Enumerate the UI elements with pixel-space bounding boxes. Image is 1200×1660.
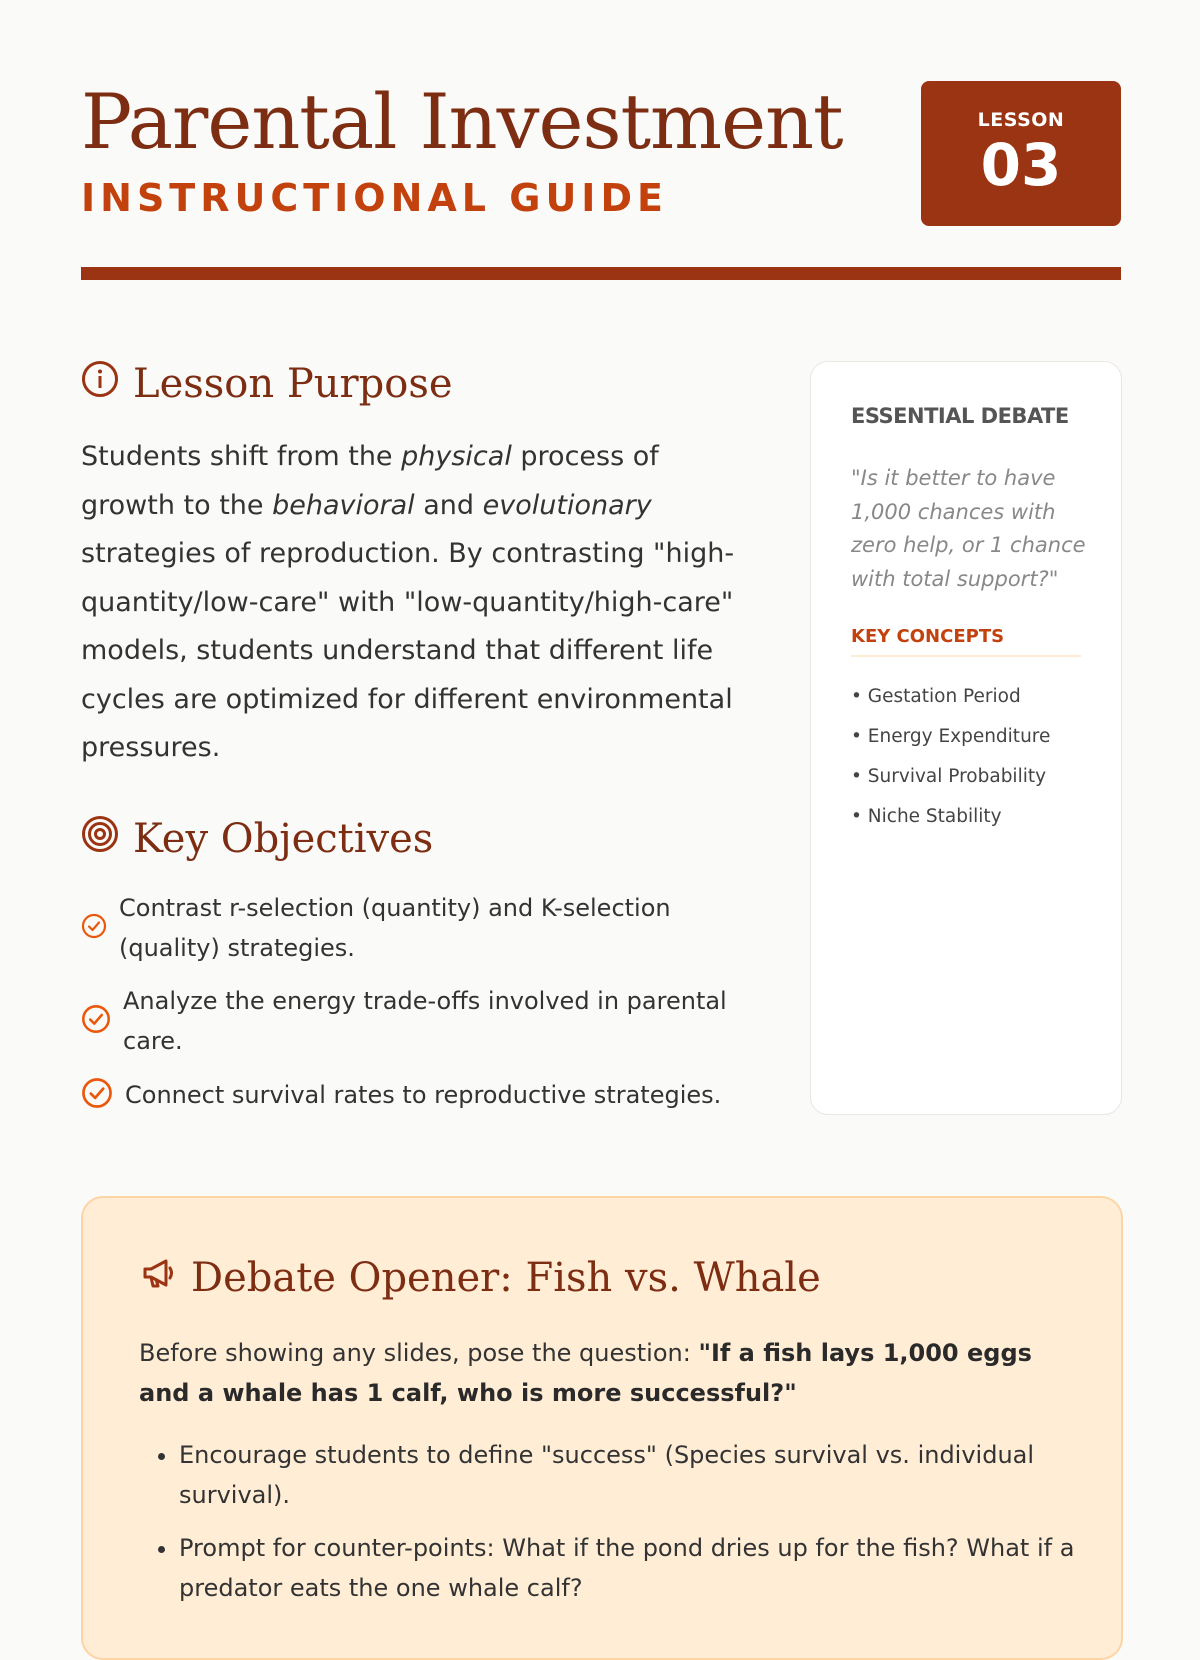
debate-opener-heading (139, 1254, 821, 1302)
purpose-text-part: Students shift from the (81, 441, 402, 472)
check-circle-icon (81, 1004, 111, 1038)
purpose-text-part: process of growth to the (81, 441, 659, 521)
info-icon (81, 360, 133, 408)
megaphone-icon (139, 1254, 191, 1302)
lesson-badge-label: LESSON (977, 109, 1065, 131)
objective-text: Analyze the energy trade-offs involved in parental care. (123, 987, 727, 1055)
target-icon (81, 815, 133, 863)
debate-opener-title: Debate Opener: Fish vs. Whale (191, 1255, 821, 1301)
debate-points-list (139, 1435, 1099, 1621)
lesson-purpose-heading (81, 360, 453, 408)
key-concept-item: • Survival Probability (851, 766, 1047, 787)
debate-point: • Prompt for counter-points: What if the pond dries up for the fish? What if a predator eats the one whale calf? (179, 1528, 1099, 1608)
debate-intro-lead: Before showing any slides, pose the question: (139, 1339, 699, 1367)
essential-debate-quote: "Is it better to have 1,000 chances with zero help, or 1 chance with total support?" (851, 466, 1086, 591)
lesson-purpose-text (81, 433, 751, 773)
debate-point: • Encourage students to define "success" (Species survival vs. individual survival). (179, 1435, 1099, 1515)
key-concept-item: • Gestation Period (851, 686, 1021, 707)
objective-text: Connect survival rates to reproductive strategies. (125, 1081, 722, 1109)
essential-debate-heading: ESSENTIAL DEBATE (851, 404, 1069, 428)
key-concept-item: • Energy Expenditure (851, 726, 1051, 747)
purpose-emphasis: behavioral (272, 489, 415, 521)
key-concept-item: • Niche Stability (851, 806, 1002, 827)
purpose-emphasis: physical (401, 441, 512, 472)
key-concepts-heading: KEY CONCEPTS (851, 626, 1005, 647)
key-objectives-title: Key Objectives (133, 816, 434, 862)
purpose-emphasis: evolutionary (482, 489, 652, 521)
key-concepts-divider (851, 655, 1081, 657)
page-title: Parental Investment (81, 77, 843, 166)
key-objectives-heading (81, 815, 433, 863)
purpose-text-part: strategies of reproduction. By contrasting "high-quantity/low-care" with "low-quantity/high-care" models, students understand that different life cycles are optimized for different environmental pressures. (81, 538, 735, 763)
objective-item (81, 888, 741, 968)
debate-question: "If a fish lays 1,000 eggs and a whale has 1 calf, who is more successful?" (139, 1339, 1032, 1407)
objective-item (81, 1075, 741, 1115)
purpose-text-part: and (414, 489, 483, 521)
check-circle-icon (81, 1077, 113, 1113)
debate-opener-callout (81, 1196, 1123, 1660)
header-divider (81, 267, 1121, 280)
lesson-badge-number: 03 (980, 131, 1062, 199)
key-concepts-list (851, 677, 1050, 837)
page-subtitle: INSTRUCTIONAL GUIDE (81, 176, 668, 220)
objective-item (81, 981, 741, 1061)
lesson-purpose-title: Lesson Purpose (133, 361, 453, 407)
essential-debate-card (810, 361, 1122, 1115)
debate-intro-text (139, 1333, 1059, 1413)
lesson-badge (921, 81, 1121, 226)
check-circle-icon (81, 913, 107, 943)
objective-text: Contrast r-selection (quantity) and K-selection (quality) strategies. (119, 894, 671, 962)
